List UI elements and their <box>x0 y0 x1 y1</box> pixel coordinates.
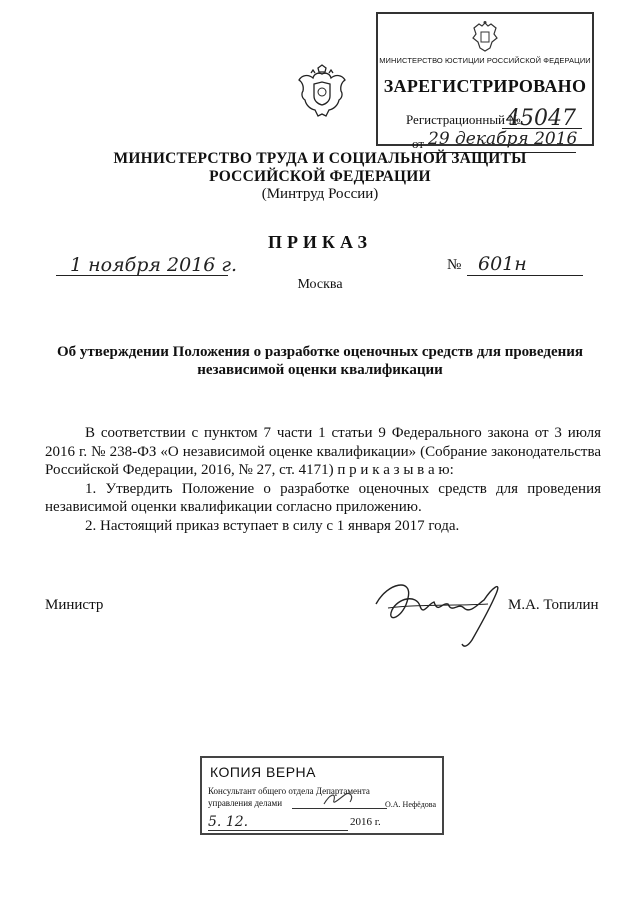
copy-stamp-signer: О.А. Нефёдова <box>385 800 437 809</box>
order-date: 1 ноября 2016 г. <box>70 254 238 276</box>
signatory-position: Министр <box>45 597 104 613</box>
order-number-label: № <box>447 257 462 273</box>
ministry-short-name: (Минтруд России) <box>261 186 379 202</box>
order-body <box>45 424 601 535</box>
signatory-name: М.А. Топилин <box>508 597 599 613</box>
order-item-1: 1. Утвердить Положение о разработке оценочных средств для проведения независимой оценки квалификации согласно приложению. <box>45 480 601 515</box>
copy-stamp-department-line1: Консультант общего отдела Департамента <box>208 786 370 796</box>
stamp-registered-text: ЗАРЕГИСТРИРОВАНО <box>383 76 587 96</box>
ministry-name-line2: РОССИЙСКОЙ ФЕДЕРАЦИИ <box>209 168 431 185</box>
stamp-registration-number: 45047 <box>506 106 576 131</box>
copy-stamp-date: 5. 12. <box>208 814 249 830</box>
order-preamble: В соответствии с пунктом 7 части 1 статьи 9 Федерального закона от 3 июля 2016 г. № 238-ФЗ «О независимой оценке квалификации» (Собрание законодательства Российской Федерации, 2016, № 27, ст. 4171) п р и к а з ы в а ю: <box>45 425 601 478</box>
order-number: 601н <box>478 253 527 275</box>
order-number-underline <box>467 275 583 276</box>
copy-stamp-department-line2: управления делами <box>208 798 283 808</box>
handwritten-signature <box>368 574 518 652</box>
stamp-number-label: Регистрационный № <box>406 112 521 127</box>
stamp-date-value: 29 декабря 2016 <box>428 129 578 149</box>
stamp-date-label: от <box>412 136 425 151</box>
order-title-line1: Об утверждении Положения о разработке оценочных средств для проведения <box>56 344 584 360</box>
order-item-2: 2. Настоящий приказ вступает в силу с 1 января 2017 года. <box>85 517 460 534</box>
certified-copy-stamp <box>200 756 444 835</box>
ministry-name-line1: МИНИСТЕРСТВО ТРУДА И СОЦИАЛЬНОЙ ЗАЩИТЫ <box>113 150 527 167</box>
copy-stamp-year: 2016 г. <box>350 816 381 828</box>
copy-stamp-title: КОПИЯ ВЕРНА <box>210 764 316 780</box>
order-city: Москва <box>297 277 343 292</box>
copy-stamp-date-underline <box>208 830 348 831</box>
copy-stamp-signature <box>320 788 360 810</box>
document-type: ПРИКАЗ <box>267 232 373 252</box>
stamp-ministry-text: МИНИСТЕРСТВО ЮСТИЦИИ РОССИЙСКОЙ ФЕДЕРАЦИИ <box>379 56 591 65</box>
registration-stamp <box>376 12 594 151</box>
coat-of-arms-emblem-icon <box>470 20 500 54</box>
coat-of-arms-icon <box>294 64 350 124</box>
order-date-underline <box>56 275 228 276</box>
order-title-line2: независимой оценки квалификации <box>197 362 443 378</box>
